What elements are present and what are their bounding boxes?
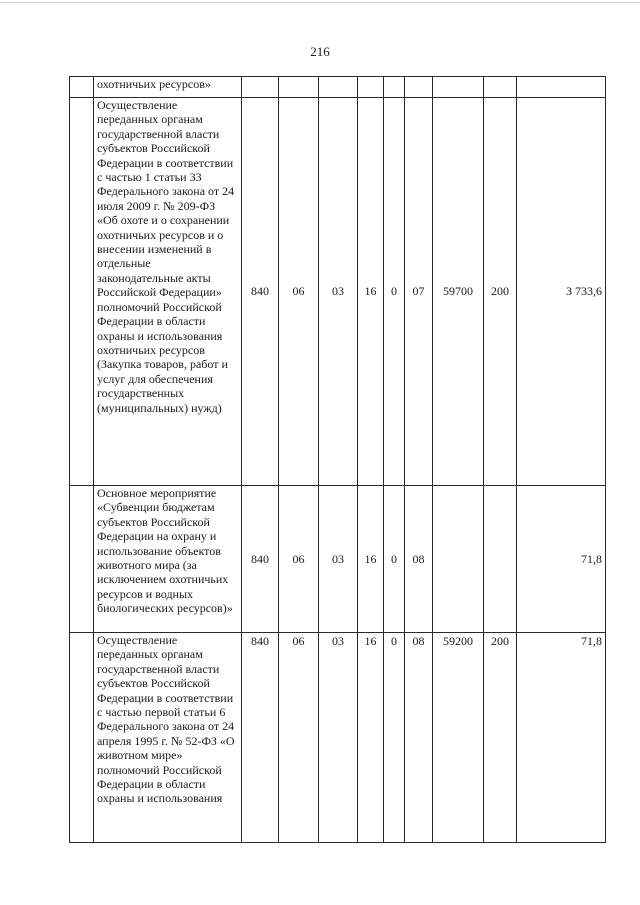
description-cell: Основное мероприятие «Субвенции бюджетам субъектов Российской Федерации на охрану и использование объектов животного мира (за исключением охотничьих ресурсов и водных биологических ресурсов)» bbox=[94, 486, 242, 633]
direction-code-cell: 59700 bbox=[433, 98, 484, 486]
activity-code-cell bbox=[405, 77, 433, 98]
program-code-cell: 16 bbox=[358, 486, 384, 633]
expense-type-cell bbox=[484, 77, 517, 98]
subsection-code-cell: 03 bbox=[319, 486, 358, 633]
direction-code-cell: 59200 bbox=[433, 633, 484, 843]
section-code-cell: 06 bbox=[279, 98, 319, 486]
expense-type-cell: 200 bbox=[484, 98, 517, 486]
subprogram-code-cell bbox=[384, 77, 405, 98]
direction-code-cell bbox=[433, 486, 484, 633]
amount-cell: 71,8 bbox=[517, 633, 606, 843]
ministry-code-cell bbox=[242, 77, 279, 98]
subsection-code-cell bbox=[319, 77, 358, 98]
subprogram-code-cell: 0 bbox=[384, 633, 405, 843]
activity-code-cell: 08 bbox=[405, 633, 433, 843]
description-cell: Осуществление переданных органам государственной власти субъектов Российской Федерации в соответствии с частью первой статьи 6 Федерального закона от 24 апреля 1995 г. № 52-ФЗ «О животном мире» полномочий Российской Федерации в области охраны и использования bbox=[94, 633, 242, 843]
program-code-cell: 16 bbox=[358, 633, 384, 843]
table-row bbox=[70, 486, 606, 633]
expense-type-cell bbox=[484, 486, 517, 633]
table-row bbox=[70, 77, 606, 98]
row-number-cell bbox=[70, 77, 94, 98]
activity-code-cell: 07 bbox=[405, 98, 433, 486]
row-number-cell bbox=[70, 486, 94, 633]
amount-cell bbox=[517, 77, 606, 98]
section-code-cell bbox=[279, 77, 319, 98]
subprogram-code-cell: 0 bbox=[384, 486, 405, 633]
amount-cell: 71,8 bbox=[517, 486, 606, 633]
row-number-cell bbox=[70, 98, 94, 486]
ministry-code-cell: 840 bbox=[242, 486, 279, 633]
subsection-code-cell: 03 bbox=[319, 98, 358, 486]
page-number: 216 bbox=[310, 44, 330, 59]
direction-code-cell bbox=[433, 77, 484, 98]
scan-edge-line bbox=[0, 2, 640, 3]
section-code-cell: 06 bbox=[279, 633, 319, 843]
section-code-cell: 06 bbox=[279, 486, 319, 633]
row-number-cell bbox=[70, 633, 94, 843]
subsection-code-cell: 03 bbox=[319, 633, 358, 843]
description-cell: Осуществление переданных органам государственной власти субъектов Российской Федерации в соответствии с частью 1 статьи 33 Федерального закона от 24 июля 2009 г. № 209-ФЗ «Об охоте и о сохранении охотничьих ресурсов и о внесении изменений в отдельные законодательные акты Российской Федерации» полномочий Российской Федерации в области охраны и использования охотничьих ресурсов (Закупка товаров, работ и услуг для обеспечения государственных (муниципальных) нужд) bbox=[94, 98, 242, 486]
description-cell: охотничьих ресурсов» bbox=[94, 77, 242, 98]
amount-cell: 3 733,6 bbox=[517, 98, 606, 486]
activity-code-cell: 08 bbox=[405, 486, 433, 633]
expense-type-cell: 200 bbox=[484, 633, 517, 843]
program-code-cell: 16 bbox=[358, 98, 384, 486]
budget-table bbox=[69, 76, 606, 843]
program-code-cell bbox=[358, 77, 384, 98]
ministry-code-cell: 840 bbox=[242, 98, 279, 486]
subprogram-code-cell: 0 bbox=[384, 98, 405, 486]
table-row bbox=[70, 633, 606, 843]
table-row bbox=[70, 98, 606, 486]
ministry-code-cell: 840 bbox=[242, 633, 279, 843]
